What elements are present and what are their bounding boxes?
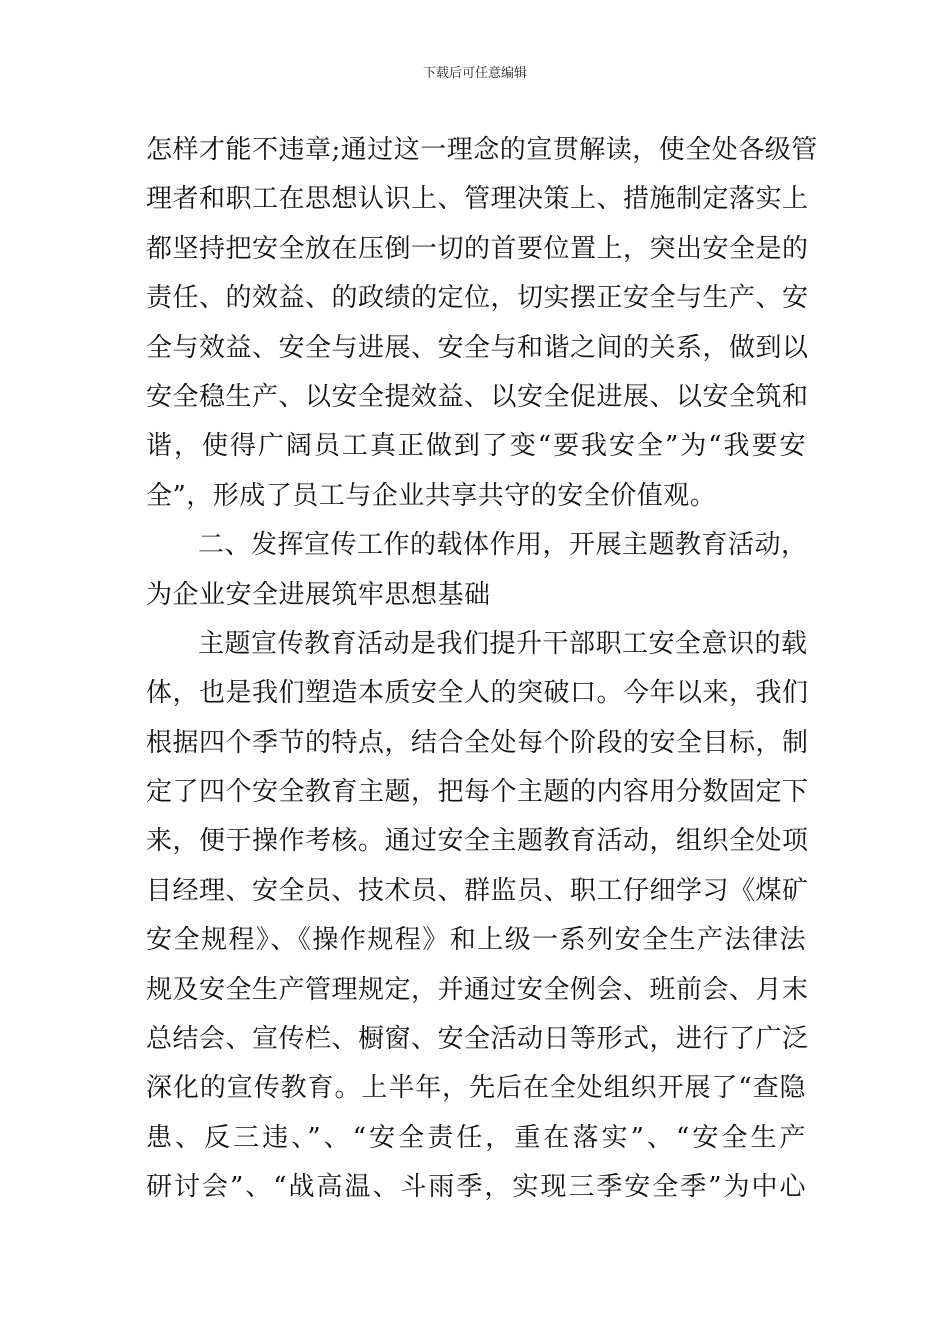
text-line: 总结会、宣传栏、橱窗、安全活动日等形式，进行了广泛: [146, 1024, 809, 1055]
text-line: 定了四个安全教育主题，把每个主题的内容用分数固定下: [146, 777, 809, 808]
text-line: 怎样才能不违章;通过这一理念的宣贯解读，使全处各级管: [146, 135, 818, 165]
text-line: 全与效益、安全与进展、安全与和谐之间的关系，做到以: [146, 332, 809, 363]
text-line: 患、反三违、”、“安全责任，重在落实”、“安全生产: [146, 1122, 806, 1153]
text-line: 根据四个季节的特点，结合全处每个阶段的安全目标，制: [146, 727, 809, 758]
text-line: 理者和职工在思想认识上、管理决策上、措施制定落实上: [146, 184, 809, 215]
text-line: 深化的宣传教育。上半年，先后在全处组织开展了“查隐: [146, 1073, 806, 1104]
text-line: 规及安全生产管理规定，并通过安全例会、班前会、月末: [146, 974, 809, 1005]
text-line: 安全规程》、《操作规程》和上级一系列安全生产法律法: [146, 925, 806, 956]
page-header: 下载后可任意编辑: [422, 66, 527, 81]
text-line: 来，便于操作考核。通过安全主题教育活动，组织全处项: [146, 826, 809, 857]
text-line: 谐，使得广阔员工真正做到了变“要我安全”为“我要安: [146, 431, 806, 462]
text-line: 全”，形成了员工与企业共享共守的安全价值观。: [146, 480, 717, 511]
text-line: 责任、的效益、的政绩的定位，切实摆正安全与生产、安: [146, 283, 809, 314]
text-line: 主题宣传教育活动是我们提升干部职工安全意识的载: [198, 628, 808, 659]
text-line: 体，也是我们塑造本质安全人的突破口。今年以来，我们: [146, 678, 809, 709]
text-line: 安全稳生产、以安全提效益、以安全促进展、以安全筑和: [146, 381, 809, 412]
document-body: [146, 126, 818, 1213]
text-line: 目经理、安全员、技术员、群监员、职工仔细学习《煤矿: [146, 875, 809, 906]
text-line: 都坚持把安全放在压倒一切的首要位置上，突出安全是的: [146, 233, 809, 264]
text-line: 研讨会”、“战高温、斗雨季，实现三季安全季”为中心: [146, 1172, 806, 1203]
text-line: 为企业安全进展筑牢思想基础: [146, 579, 491, 610]
text-line: 二、发挥宣传工作的载体作用，开展主题教育活动，: [198, 530, 808, 561]
